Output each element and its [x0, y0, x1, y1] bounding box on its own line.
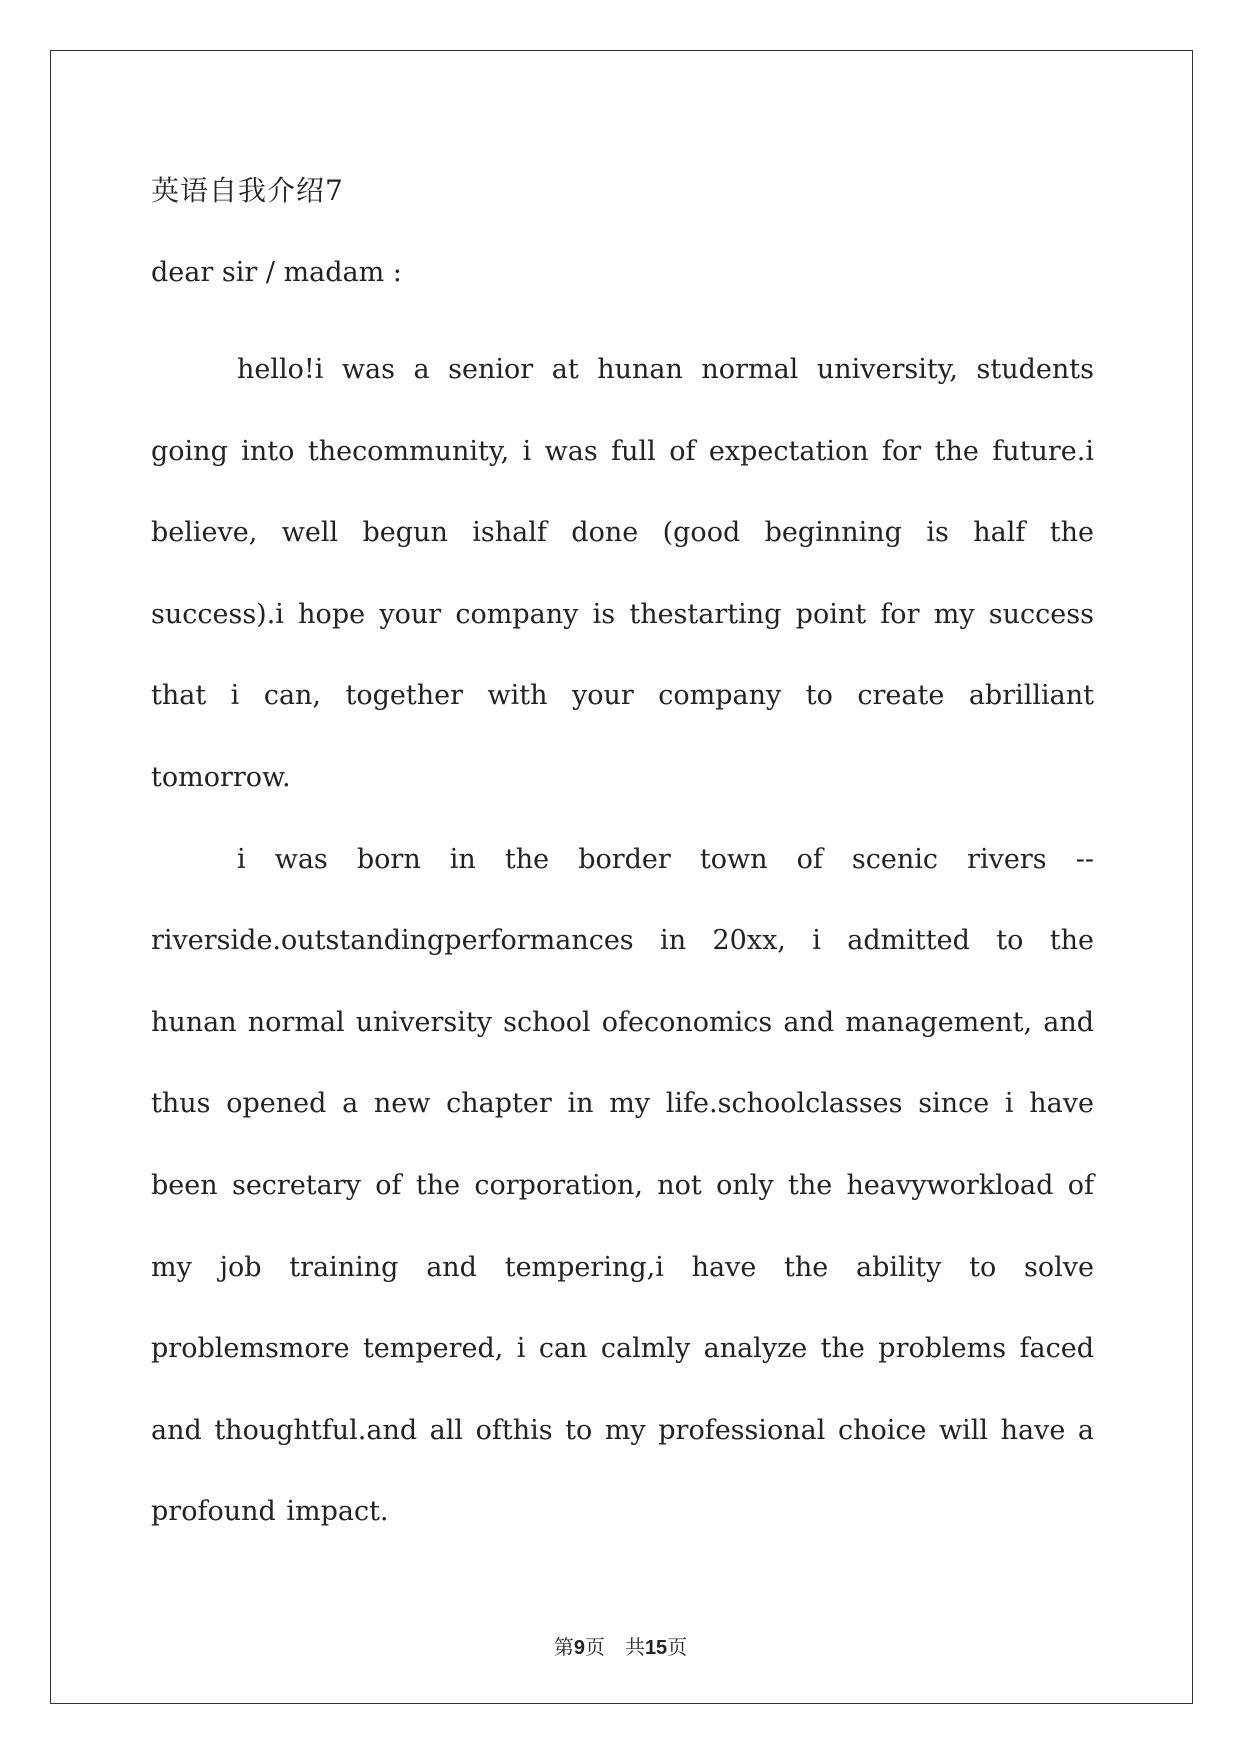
page-prefix: 第 — [553, 1635, 574, 1659]
document-heading: 英语自我介绍7 — [151, 174, 344, 207]
page-footer — [0, 1631, 1241, 1660]
total-pages: 15 — [644, 1637, 668, 1659]
paragraph-intro: hello!i was a senior at hunan normal university, students going into thecommunity, i was full of expectation for the future.i believe, well begun ishalf done (good beginning is half the success).i hope your company is thestarting point for my success that i can, together with your company to create abrilliant tomorrow. — [151, 354, 1094, 793]
page-number: 9 — [573, 1637, 585, 1659]
page-suffix: 页 — [584, 1635, 605, 1659]
paragraph-background: i was born in the border town of scenic rivers --riverside.outstandingperformances in 20xx, i admitted to the hunan normal university school ofeconomics and management, and thus opened a new chapter in my life.schoolclasses since i have been secretary of the corporation, not only the heavyworkload of my job training and tempering,i have the ability to solve problemsmore tempered, i can calmly analyze the problems faced and thoughtful.and all ofthis to my professional choice will have a profound impact. — [151, 843, 1094, 1528]
total-suffix: 页 — [667, 1635, 688, 1659]
total-prefix: 共 — [624, 1635, 645, 1659]
document-body — [151, 166, 1094, 1553]
letter-greeting: dear sir / madam : — [151, 257, 402, 288]
